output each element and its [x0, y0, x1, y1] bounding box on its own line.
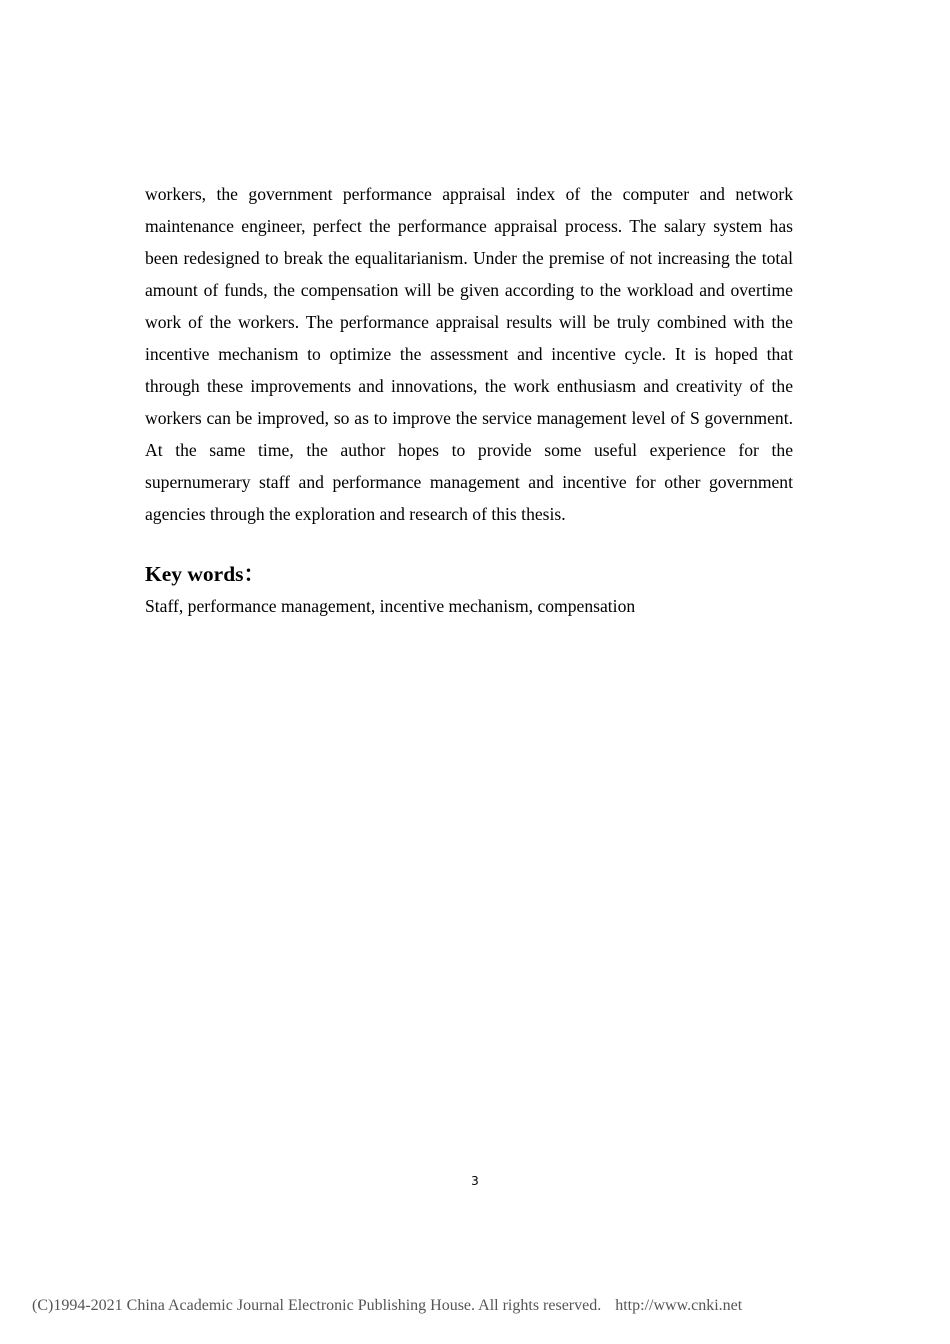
page-number: 3 [471, 1174, 479, 1188]
abstract-paragraph: workers, the government performance appraisal index of the computer and network maintenance engineer, perfect the performance appraisal process. The salary system has been redesigned to break the equalitarianism. Under the premise of not increasing the total amount of funds, the compensation will be given according to the workload and overtime work of the workers. The performance appraisal results will be truly combined with the incentive mechanism to optimize the assessment and incentive cycle. It is hoped that through these improvements and innovations, the work enthusiasm and creativity of the workers can be improved, so as to improve the service management level of S government. At the same time, the author hopes to provide some useful experience for the supernumerary staff and performance management and incentive for other government agencies through the exploration and research of this thesis. [145, 184, 793, 524]
footer-url[interactable]: http://www.cnki.net [615, 1297, 743, 1314]
keywords-heading: Key words： [145, 562, 266, 586]
footer-copyright: (C)1994-2021 China Academic Journal Electronic Publishing House. All rights reserved. [32, 1297, 602, 1314]
footer [32, 1296, 742, 1316]
keywords-text: Staff, performance management, incentive mechanism, compensation [145, 596, 636, 616]
